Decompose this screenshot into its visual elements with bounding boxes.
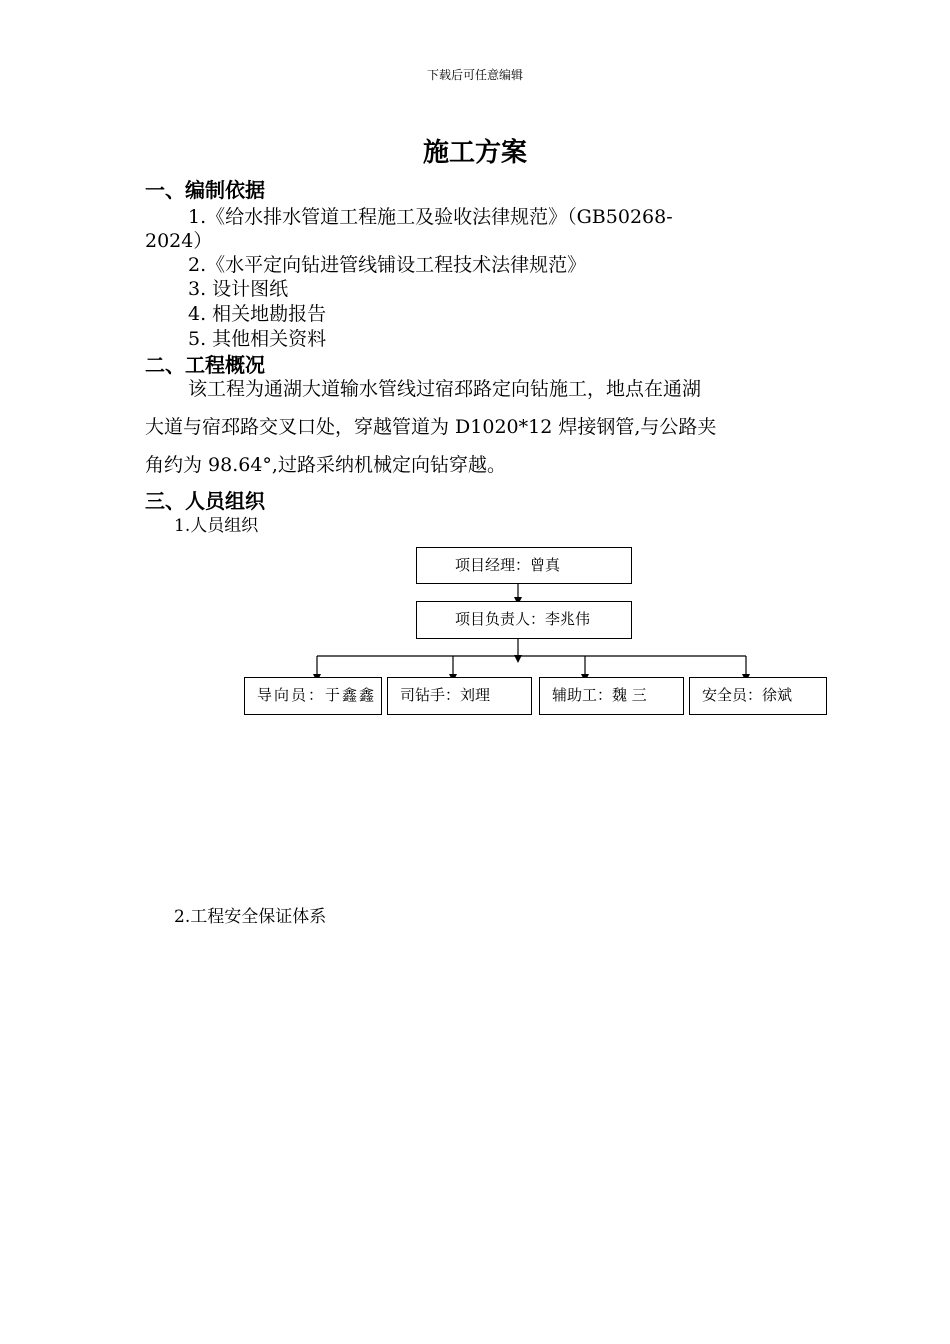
- basis-item-1-continuation: 2024）: [145, 230, 213, 252]
- page-title: 施工方案: [422, 138, 527, 168]
- basis-item-5: 5. 其他相关资料: [188, 328, 327, 350]
- basis-item-2: 2.《水平定向钻进管线铺设工程技术法律规范》: [188, 254, 587, 276]
- basis-item-4: 4. 相关地勘报告: [188, 303, 327, 325]
- org-box-project-manager: 项目经理：曾真: [416, 547, 632, 584]
- subsection-personnel: 1.人员组织: [174, 516, 259, 536]
- header-note: 下载后可任意编辑: [426, 68, 523, 82]
- basis-item-3: 3. 设计图纸: [188, 278, 289, 300]
- org-box-assistant: 辅助工：魏 三: [539, 677, 684, 715]
- org-box-guide: 导向员：于鑫鑫: [244, 677, 382, 715]
- section1-heading: 一、编制依据: [145, 178, 265, 202]
- section3-heading: 三、人员组织: [145, 489, 265, 513]
- basis-item-1: 1.《给水排水管道工程施工及验收法律规范》（GB50268-: [188, 206, 673, 228]
- org-box-driller: 司钻手：刘理: [387, 677, 532, 715]
- overview-line-2: 大道与宿邳路交叉口处，穿越管道为 D1020*12 焊接钢管,与公路夹: [145, 416, 717, 438]
- org-box-safety: 安全员：徐斌: [689, 677, 827, 715]
- overview-line-3: 角约为 98.64°,过路采纳机械定向钻穿越。: [145, 454, 506, 476]
- subsection-safety-system: 2.工程安全保证体系: [174, 907, 327, 927]
- overview-line-1: 该工程为通湖大道输水管线过宿邳路定向钻施工，地点在通湖: [188, 378, 702, 400]
- section2-heading: 二、工程概况: [145, 353, 265, 377]
- org-box-project-leader: 项目负责人：李兆伟: [416, 601, 632, 639]
